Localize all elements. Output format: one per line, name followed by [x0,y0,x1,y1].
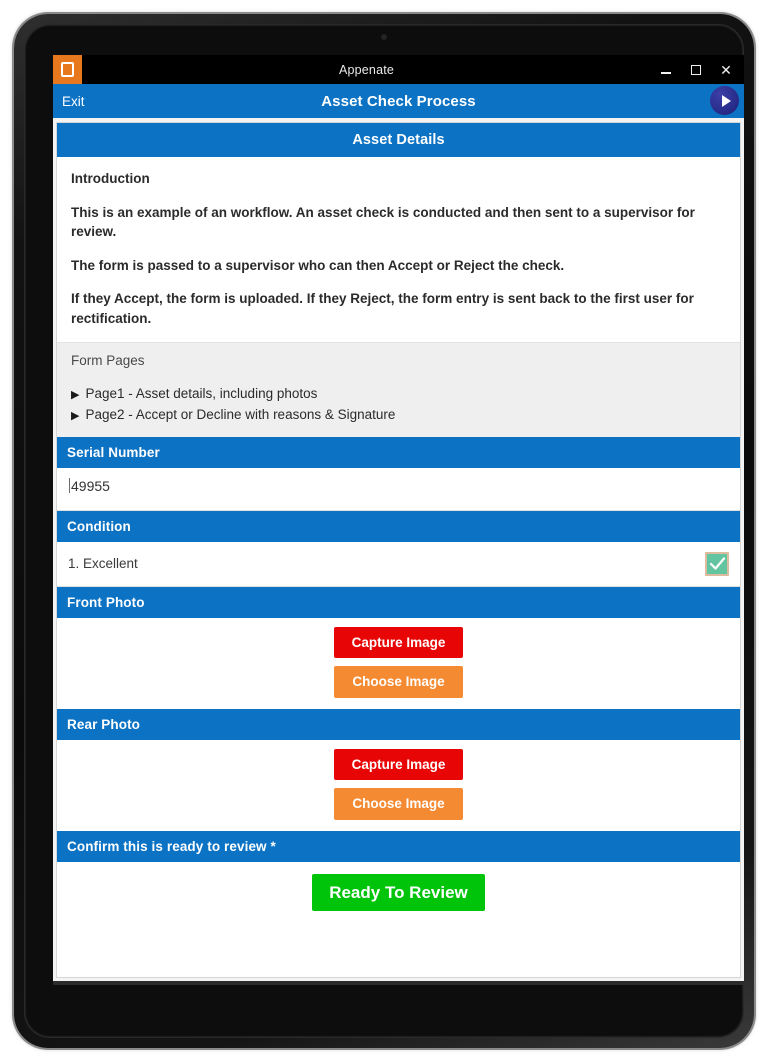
appenate-logo-icon [53,55,82,84]
condition-value: 1. Excellent [68,556,138,572]
app-bar-title: Asset Check Process [321,92,476,110]
front-photo-choose-button[interactable]: Choose Image [334,666,462,698]
play-triangle-icon [722,95,731,107]
text-caret [69,478,70,493]
introduction-paragraph-3: If they Accept, the form is uploaded. If they Reject, the form entry is sent back to the first user for rectification. [71,291,694,326]
checkmark-icon [709,557,726,571]
triangle-right-icon: ▶ [71,389,80,402]
form-canvas [53,118,744,981]
form-section-title: Asset Details [57,123,740,157]
close-button[interactable]: ✕ [720,61,732,78]
form-pages-item-2-label: Page2 - Accept or Decline with reasons & Signature [85,406,396,422]
app-header-bar [53,84,744,118]
window-titlebar [53,55,744,84]
tablet-screen [53,55,744,985]
window-controls [651,55,744,84]
logo-glyph [61,62,74,77]
form-pages-title: Form Pages [71,353,145,369]
introduction-heading: Introduction [71,171,150,186]
introduction-paragraph-1: This is an example of an workflow. An asset check is conducted and then sent to a supervisor for review. [71,204,695,240]
minimize-button[interactable] [651,55,681,84]
form-pages-item-1-label: Page1 - Asset details, including photos [85,386,318,402]
form-pages-block [57,342,740,437]
exit-button[interactable]: Exit [62,93,85,109]
form-pages-item-1[interactable] [71,384,726,404]
field-label-front-photo: Front Photo [57,587,740,618]
field-label-serial-number: Serial Number [57,437,740,468]
front-photo-capture-button[interactable]: Capture Image [334,627,464,659]
serial-number-value: 49955 [71,477,110,494]
maximize-button[interactable] [681,55,711,84]
introduction-paragraph-2: The form is passed to a supervisor who can then Accept or Reject the check. [71,257,565,273]
confirm-action-row [57,862,740,938]
field-label-rear-photo: Rear Photo [57,709,740,740]
serial-number-input[interactable] [57,468,740,510]
ready-to-review-button[interactable]: Ready To Review [312,874,485,911]
form-container [56,122,741,978]
front-camera-icon [381,34,387,40]
field-label-condition: Condition [57,511,740,542]
rear-photo-capture-button[interactable]: Capture Image [334,749,464,781]
condition-checkbox[interactable] [705,552,729,576]
tablet-device-frame [14,14,754,1048]
form-pages-item-2[interactable] [71,405,726,425]
front-photo-actions [57,618,740,709]
field-label-confirm-ready: Confirm this is ready to review * [57,831,740,862]
serial-number-value-wrap [68,478,110,494]
rear-photo-actions [57,740,740,831]
rear-photo-choose-button[interactable]: Choose Image [334,788,462,820]
window-title: Appenate [338,62,395,77]
next-page-button[interactable] [710,86,739,115]
introduction-block [57,157,740,342]
condition-field-row[interactable] [57,542,740,586]
triangle-right-icon: ▶ [71,409,80,422]
